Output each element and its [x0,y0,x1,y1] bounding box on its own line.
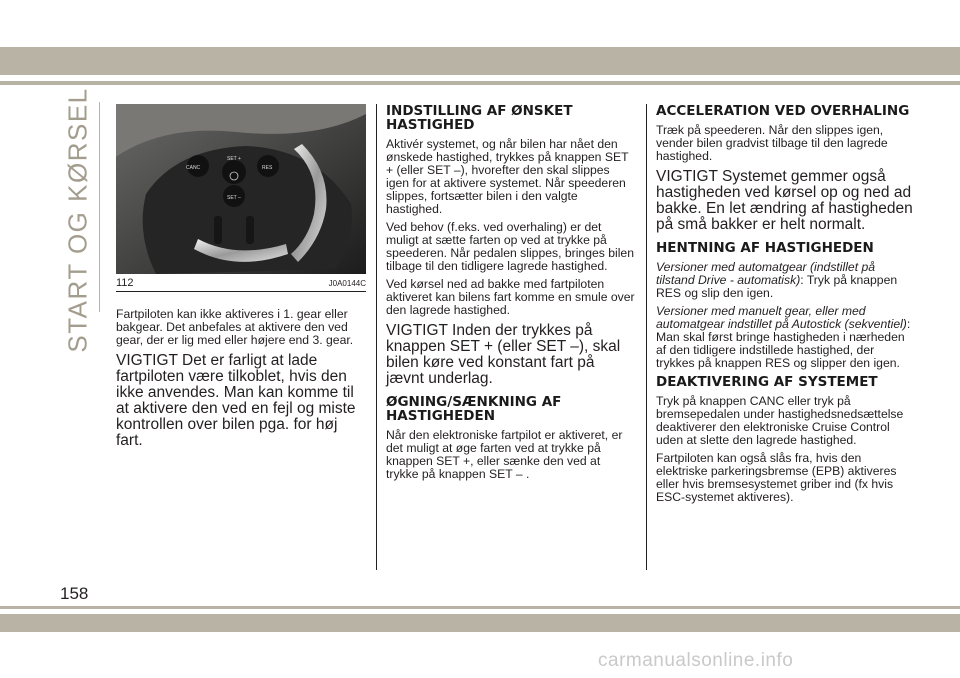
paragraph: Aktivér systemet, og når bilen har nået den ønskede hastighed, trykkes på knappen SET + (eller SET –), hvorefter den skal slippes igen for at aktivere systemet. Når speederen slippes, fortsætter bilen i den valgte hastighed. [386,137,629,216]
paragraph: Fartpiloten kan også slås fra, hvis den elektriske parkeringsbremse (EPB) aktiveres eller hvis bremsesystemet griber ind (fx hvis ESC-systemet aktiveres). [656,451,897,504]
figure-code: J0A0144C [328,279,366,288]
header-rule [0,81,960,85]
heading-overtaking-acceleration: ACCELERATION VED OVERHALING [656,103,910,119]
section-title [58,86,98,353]
footer-rule [0,606,960,609]
important-note: VIGTIGT Det er farligt at lade fartpiloten være tilkoblet, hvis den ikke anvendes. Man kan komme til at aktivere den ved en fejl og miste kontrollen over bilen pga. for høj fart. [116,352,356,449]
paragraph: Ved kørsel ned ad bakke med fartpiloten aktiveret kan bilens fart komme en smule over den lagrede hastighed. [386,277,635,317]
version-manual-label: Versioner med manuelt gear, eller med automatgear indstillet på Autostick (sekventiel) [656,304,907,331]
figure-number: 112 [116,277,134,289]
paragraph: Tryk på knappen CANC eller tryk på bremsepedalen under hastighedsnedsættelse deaktiverer den elektroniske Cruise Control uden at slette den lagrede hastighed. [656,394,904,447]
paragraph: Når den elektroniske fartpilot er aktiveret, er det muligt at øge farten ved at trykke på knappen SET +, eller sænke den ved at trykke på knappen SET – . [386,428,623,481]
column-divider [376,104,377,570]
page-number: 158 [60,584,89,603]
footer-band [0,614,960,632]
set-minus-button-label: SET – [227,195,241,201]
paragraph: Fartpiloten kan ikke aktiveres i 1. gear eller bakgear. Det anbefales at aktivere den ved gear, der er lig med eller højere end 3. gear. [116,307,354,347]
canc-button-label: CANC [186,165,201,171]
steering-wheel-illustration [116,104,366,274]
section-title-rule [99,102,100,312]
heading-deactivation: DEAKTIVERING AF SYSTEMET [656,374,878,390]
column-3 [656,104,916,509]
important-note: VIGTIGT Inden der trykkes på knappen SET + (eller SET –), skal bilen køre ved konstant fart på jævnt underlag. [386,322,621,387]
column-1 [116,104,366,457]
res-button-label: RES [262,165,273,171]
watermark: carmanualsonline.info [598,650,794,671]
version-automatic-text: : Tryk på knappen RES og slip den igen. [656,273,898,300]
heading-increase-decrease-speed: ØGNING/SÆNKNING AF HASTIGHEDEN [386,394,562,424]
header-band [0,47,960,75]
set-plus-button-label: SET + [227,156,241,162]
paragraph-automatic [656,261,916,300]
column-2 [386,104,636,486]
paragraph: Ved behov (f.eks. ved overhaling) er det muligt at sætte farten op ved at trykke på speederen. Når pedalen slippes, bringes bilen tilbage til den tidligere lagrede hastighed. [386,220,634,273]
version-manual-text: : Man skal først bringe hastigheden i nærheden af den tidligere indstillede hastighed, der trykkes på knappen RES og slipper den igen. [656,317,911,370]
paragraph: Træk på speederen. Når den slippes igen, vender bilen gradvist tilbage til den lagrede hastighed. [656,123,888,163]
important-note: VIGTIGT Systemet gemmer også hastigheden ved kørsel op og ned ad bakke. En let ændring af hastigheden på små bakker er helt normalt. [656,168,913,233]
column-divider [646,104,647,570]
heading-resume-speed: HENTNING AF HASTIGHEDEN [656,240,874,256]
figure-steering-wheel-photo [116,104,366,274]
section-title-text: START OG KØRSEL [62,86,93,353]
paragraph-manual [656,305,916,370]
figure-caption [116,274,366,292]
heading-set-speed: INDSTILLING AF ØNSKET HASTIGHED [386,103,573,133]
version-automatic-label: Versioner med automatgear (indstillet på tilstand Drive - automatisk) [656,260,876,287]
